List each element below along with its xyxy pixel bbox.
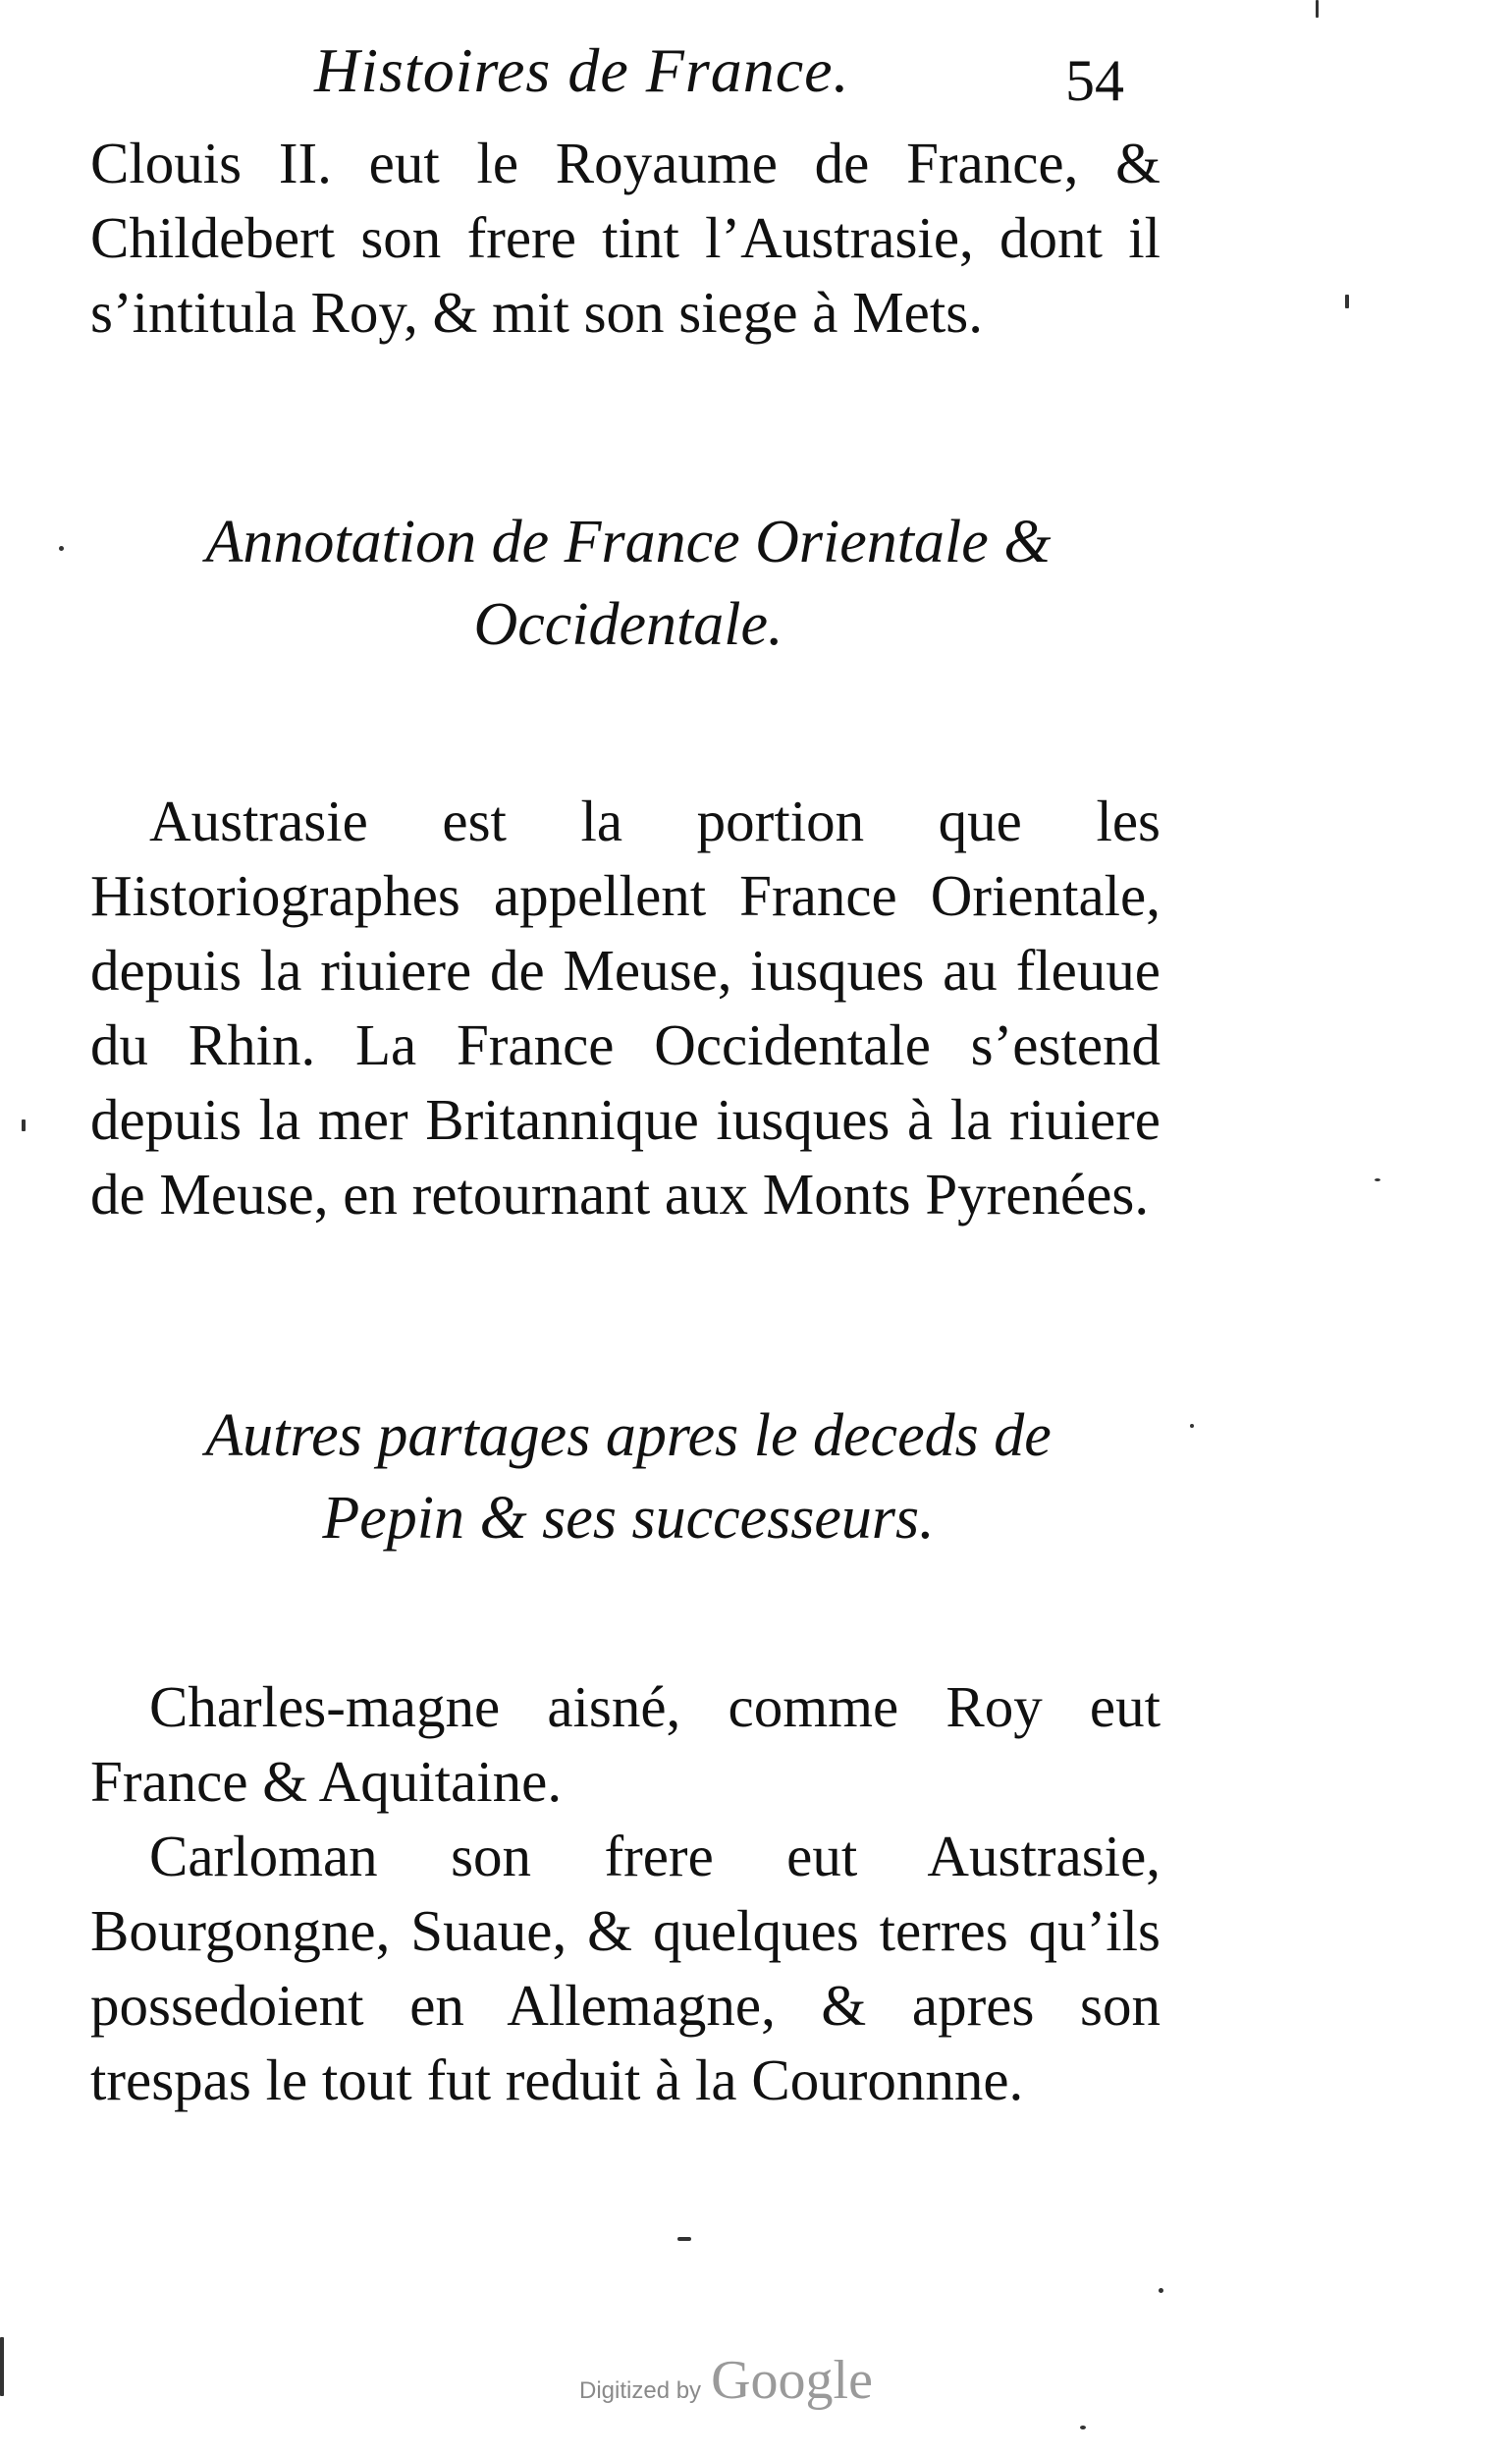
digitization-watermark [579, 2349, 873, 2412]
running-header-title: Histoires de France. [314, 35, 850, 105]
scan-speck [1375, 1178, 1380, 1181]
paragraph-charles-magne: Charles-magne aisné, comme Roy eut France & Aquitaine. [90, 1674, 1161, 1814]
scan-speck [1159, 2288, 1163, 2293]
scan-speck [59, 546, 64, 551]
page-number: 54 [1065, 48, 1124, 113]
digitized-by-label: Digitized by [579, 2377, 702, 2404]
paragraph-austrasie: Austrasie est la portion que les Historiographes appellent France Orientale, depuis la riuiere de Meuse, iusques au fleuue du Rhin. La France Occidentale s’estend depuis la mer Britannique iusques à la riuiere de Meuse, en retournant aux Monts Pyrenées. [90, 789, 1161, 1227]
paragraph-carloman: Carloman son frere eut Austrasie, Bourgongne, Suaue, & quelques terres qu’ils possedoient en Allemagne, & apres son trespas le tout fut reduit à la Couronnne. [90, 1824, 1161, 2112]
scan-speck [0, 2337, 4, 2396]
scan-speck [1345, 295, 1349, 308]
section-heading-autres-partages: Autres partages apres le deceds de Pepin & ses successeurs. [205, 1402, 1052, 1552]
scan-speck [1190, 1424, 1194, 1428]
scan-speck [1316, 0, 1319, 18]
scan-speck [22, 1119, 26, 1131]
scan-speck [677, 2237, 691, 2241]
google-logo: Google [711, 2350, 873, 2411]
paragraph-clouis: Clouis II. eut le Royaume de France, & Childebert son frere tint l’Austrasie, dont il s’intitula Roy, & mit son siege à Mets. [90, 131, 1161, 345]
scan-speck [1080, 2426, 1086, 2429]
section-heading-annotation: Annotation de France Orientale & Occidentale. [205, 509, 1052, 658]
